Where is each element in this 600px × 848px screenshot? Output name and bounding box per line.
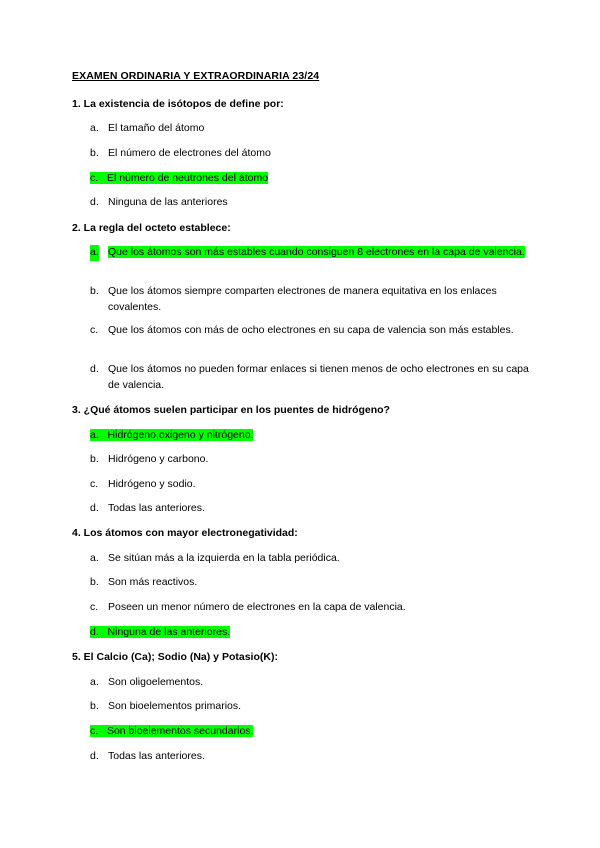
question-3-option-a-correct: a. Hidrógeno,oxigeno y nitrógeno. [90,429,254,441]
question-2-option-a-correct: a. Que los átomos son más estables cuando consiguen 8 electrones en la capa de valencia. [90,245,530,261]
question-2: 2. La regla del octeto establece: [72,222,231,234]
question-4-option-a: a. Se sitúan más a la izquierda en la tabla periódica. [90,552,340,564]
question-3: 3. ¿Qué átomos suelen participar en los puentes de hidrógeno? [72,404,390,416]
question-1-option-b: b. El número de electrones del átomo [90,147,271,159]
exam-title: EXAMEN ORDINARIA Y EXTRAORDINARIA 23/24 [72,70,320,82]
question-5-option-d: d. Todas las anteriores. [90,750,205,762]
question-3-option-c: c. Hidrógeno y sodio. [90,478,196,490]
question-5-option-c-correct: c. Son bioelementos secundarios. [90,725,254,737]
question-5-option-b: b. Son bioelementos primarios. [90,700,242,712]
question-3-option-d: d. Todas las anteriores. [90,502,205,514]
question-4-option-d-correct: d. Ninguna de las anteriores. [90,626,231,638]
question-1: 1. La existencia de isótopos de define por: [72,98,284,110]
question-2-option-c: c. Que los átomos con más de ocho electrones en su capa de valencia son más estables. [90,324,514,336]
question-1-option-c-correct: c. El número de neutrones del átomo [90,172,269,184]
question-4: 4. Los átomos con mayor electronegatividad: [72,527,298,539]
question-5: 5. El Calcio (Ca); Sodio (Na) y Potasio(K): [72,651,278,663]
question-4-option-b: b. Son más reactivos. [90,576,198,588]
question-3-option-b: b. Hidrógeno y carbono. [90,453,209,465]
question-4-option-c: c. Poseen un menor número de electrones en la capa de valencia. [90,601,406,613]
question-1-option-d: d. Ninguna de las anteriores [90,196,228,208]
question-1-option-a: a. El tamaño del átomo [90,122,205,134]
question-2-option-b: b. Que los átomos siempre comparten electrones de manera equitativa en los enlaces covalentes. [90,285,497,313]
question-2-option-d: d. Que los átomos no pueden formar enlaces si tienen menos de ocho electrones en su capa de valencia. [90,363,529,391]
question-5-option-a: a. Son oligoelementos. [90,676,204,688]
